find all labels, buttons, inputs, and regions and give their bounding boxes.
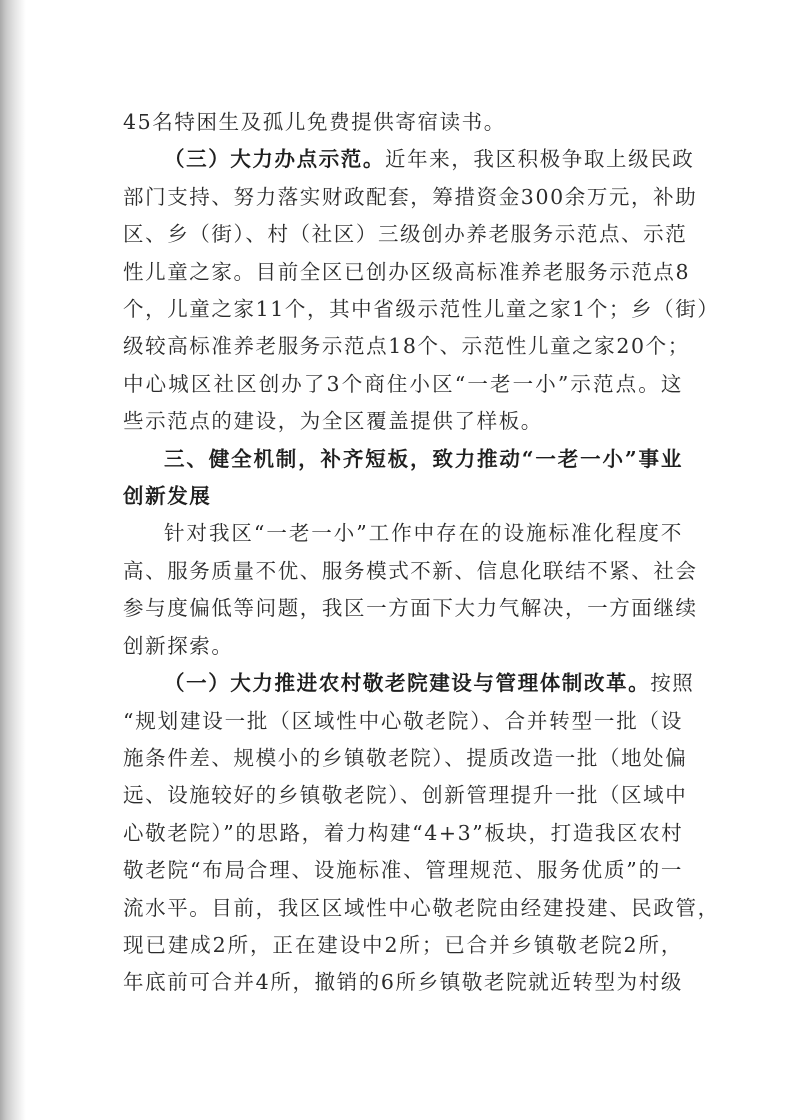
text-line bbox=[123, 628, 683, 665]
scan-shadow-edge bbox=[0, 0, 26, 1120]
text-line bbox=[123, 890, 720, 927]
text-line bbox=[123, 254, 691, 291]
text-line-content: 敬老院“布局合理、设施标准、管理规范、服务优质”的一 bbox=[123, 858, 683, 883]
section-heading: （三）大力办点示范。 bbox=[164, 147, 385, 172]
text-line-content: 个，儿童之家11个，其中省级示范性儿童之家1个；乡（街） bbox=[123, 297, 720, 322]
text-line-content: 部门支持、努力落实财政配套，筹措资金300余万元，补助 bbox=[123, 184, 698, 209]
text-line bbox=[123, 366, 683, 403]
text-line-content: 区、乡（街）、村（社区）三级创办养老服务示范点、示范 bbox=[123, 222, 688, 247]
text-line bbox=[123, 964, 683, 1001]
text-line bbox=[123, 291, 720, 328]
text-line-content: 施条件差、规模小的乡镇敬老院）、提质改造一批（地处偏 bbox=[123, 745, 688, 770]
text-line bbox=[123, 403, 683, 440]
chapter-heading-text: 创新发展 bbox=[123, 484, 212, 509]
chapter-heading-continued bbox=[123, 478, 683, 515]
section-1-heading-line bbox=[123, 665, 695, 702]
text-line-content: 级较高标准养老服务示范点18个、示范性儿童之家20个； bbox=[123, 334, 690, 359]
text-line bbox=[123, 852, 683, 889]
text-line bbox=[123, 777, 688, 814]
text-line-content: 流水平。目前，我区区域性中心敬老院由经建投建、民政管， bbox=[123, 895, 720, 920]
text-line bbox=[123, 328, 690, 365]
text-line-content: 心敬老院）”的思路，着力构建“4+3”板块，打造我区农村 bbox=[123, 820, 684, 845]
text-line-content: 针对我区“一老一小”工作中存在的设施标准化程度不 bbox=[164, 521, 683, 546]
text-line-content: 中心城区社区创办了3个商住小区“一老一小”示范点。这 bbox=[123, 371, 683, 396]
text-line-content: 年底前可合并4所，撤销的6所乡镇敬老院就近转型为村级 bbox=[123, 970, 683, 995]
text-line-content: 远、设施较好的乡镇敬老院）、创新管理提升一批（区域中 bbox=[123, 783, 688, 808]
section-3-heading-line bbox=[123, 141, 695, 178]
text-line bbox=[123, 553, 698, 590]
text-line bbox=[123, 740, 688, 777]
text-line bbox=[123, 179, 698, 216]
document-page bbox=[123, 104, 720, 1002]
text-line-content: 近年来，我区积极争取上级民政 bbox=[385, 147, 695, 172]
text-line bbox=[123, 703, 683, 740]
chapter-heading-text: 三、健全机制，补齐短板，致力推动“一老一小”事业 bbox=[164, 446, 683, 471]
text-line bbox=[123, 216, 688, 253]
text-line-content: 现已建成2所，正在建设中2所；已合并乡镇敬老院2所， bbox=[123, 932, 683, 957]
text-line bbox=[123, 590, 698, 627]
text-line-content: 高、服务质量不优、服务模式不新、信息化联结不紧、社会 bbox=[123, 558, 698, 583]
section-heading: （一）大力推进农村敬老院建设与管理体制改革。 bbox=[164, 671, 651, 696]
chapter-heading bbox=[123, 441, 683, 478]
text-line bbox=[123, 927, 683, 964]
text-line bbox=[123, 815, 683, 852]
text-line-content: 些示范点的建设，为全区覆盖提供了样板。 bbox=[123, 409, 543, 434]
text-line-content: 性儿童之家。目前全区已创办区级高标准养老服务示范点8 bbox=[123, 259, 691, 284]
text-line-content: 参与度偏低等问题，我区一方面下大力气解决，一方面继续 bbox=[123, 596, 698, 621]
text-line bbox=[123, 104, 683, 141]
text-line-content: 创新探索。 bbox=[123, 633, 234, 658]
text-line bbox=[123, 515, 683, 552]
text-line-content: 45名特困生及孤儿免费提供寄宿读书。 bbox=[123, 110, 506, 134]
text-line-content: “规划建设一批（区域性中心敬老院）、合并转型一批（设 bbox=[123, 708, 683, 733]
text-line-content: 按照 bbox=[650, 671, 695, 696]
